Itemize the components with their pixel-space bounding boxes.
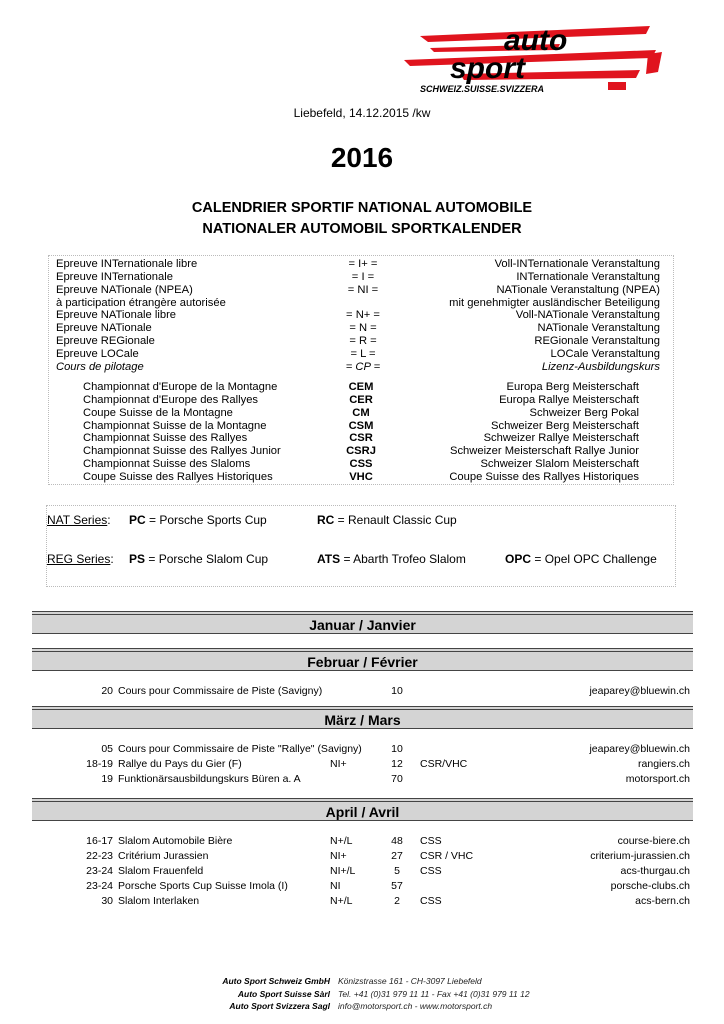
legend-type-fr: Epreuve LOCale <box>56 347 139 360</box>
event-date: 05 <box>101 743 113 755</box>
championship-de: Schweizer Meisterschaft Rallye Junior <box>449 445 639 458</box>
month-title: April / Avril <box>325 804 400 820</box>
event-category: NI+ <box>330 850 347 862</box>
series-entry <box>317 513 457 527</box>
series-code: ATS <box>317 552 341 566</box>
championship-code: CER <box>349 393 373 406</box>
championship-fr: Championnat Suisse de la Montagne <box>83 419 267 432</box>
month-header <box>32 706 693 728</box>
event-date: 19 <box>101 773 113 785</box>
footer-row <box>180 988 600 1001</box>
legend-type-de: INTernationale Veranstaltung <box>516 270 660 283</box>
legend-type-de: NATionale Veranstaltung <box>537 322 660 335</box>
event-category: NI+/L <box>330 865 356 877</box>
legend-type-de: Lizenz-Ausbildungskurs <box>541 360 660 373</box>
event-name: Slalom Interlaken <box>118 895 200 907</box>
event-number: 10 <box>391 743 403 755</box>
auto-sport-logo-graphic <box>400 22 666 96</box>
championship-fr: Championnat d'Europe de la Montagne <box>83 381 278 393</box>
event-row <box>32 849 693 864</box>
title-french: CALENDRIER SPORTIF NATIONAL AUTOMOBILE <box>191 200 533 216</box>
championship-de: Schweizer Slalom Meisterschaft <box>480 458 639 471</box>
championship-code: CM <box>352 406 370 419</box>
legend-championship-row <box>83 445 639 458</box>
auto-sport-logo <box>400 22 666 96</box>
event-category: NI+ <box>330 758 347 770</box>
footer-company: Auto Sport Suisse Sàrl <box>237 988 330 999</box>
legend-type-fr: Epreuve INTernationale <box>56 270 173 283</box>
series-desc: = Porsche Slalom Cup <box>145 552 269 566</box>
championship-code: CSR <box>349 432 373 445</box>
dateline: Liebefeld, 14.12.2015 /kw <box>293 106 431 120</box>
series-desc: = Porsche Sports Cup <box>145 513 267 527</box>
legend-type-row <box>56 322 660 335</box>
championship-de: Coupe Suisse des Rallyes Historiques <box>449 470 639 483</box>
legend-type-row <box>56 348 660 361</box>
legend-type-code: = NI = <box>347 283 379 296</box>
championship-fr: Championnat Suisse des Rallyes <box>83 432 248 445</box>
legend-box <box>48 255 674 485</box>
legend-type-de: NATionale Veranstaltung (NPEA) <box>496 283 660 296</box>
year-title: 2016 <box>330 142 394 173</box>
championship-de: Europa Rallye Meisterschaft <box>499 393 639 406</box>
legend-type-row <box>56 271 660 284</box>
legend-type-de: Voll-NATionale Veranstaltung <box>515 309 660 322</box>
event-contact-link[interactable]: course-biere.ch <box>617 835 690 847</box>
legend-type-fr: à participation étrangère autorisée <box>56 296 226 309</box>
legend-type-code: = L = <box>350 347 376 360</box>
event-name: Critérium Jurassien <box>118 850 209 862</box>
championship-fr: Coupe Suisse des Rallyes Historiques <box>83 470 273 483</box>
legend-type-code: = R = <box>349 335 377 348</box>
event-row <box>32 757 693 772</box>
event-category: N+/L <box>330 835 353 847</box>
event-championship: CSS <box>420 865 442 877</box>
event-contact-link[interactable]: acs-thurgau.ch <box>620 865 690 877</box>
logo-tagline: SCHWEIZ.SUISSE.SVIZZERA <box>420 84 545 94</box>
event-contact-link[interactable]: motorsport.ch <box>625 773 690 785</box>
championship-code: VHC <box>349 470 373 483</box>
footer-contact: info@motorsport.ch - www.motorsport.ch <box>338 1001 493 1011</box>
month-header <box>32 648 693 670</box>
legend-type-code: = I = <box>351 270 375 283</box>
event-row <box>32 684 693 699</box>
event-date: 23-24 <box>86 865 113 877</box>
series-desc: = Renault Classic Cup <box>334 513 457 527</box>
event-row <box>32 772 693 787</box>
event-name: Rallye du Pays du Gier (F) <box>118 758 242 770</box>
event-championship: CSR/VHC <box>420 758 468 770</box>
legend-type-de: Voll-INTernationale Veranstaltung <box>494 258 660 270</box>
footer-address: Könizstrasse 161 - CH-3097 Liebefeld <box>338 976 482 986</box>
event-number: 57 <box>391 880 403 892</box>
title-german: NATIONALER AUTOMOBIL SPORTKALENDER <box>202 221 522 237</box>
legend-type-code: = N = <box>349 322 377 335</box>
championship-de: Europa Berg Meisterschaft <box>506 381 639 393</box>
legend-type-row <box>56 284 660 297</box>
series-box <box>46 505 676 587</box>
series-entry <box>317 552 466 566</box>
championship-fr: Coupe Suisse de la Montagne <box>83 406 233 419</box>
month-title: März / Mars <box>324 712 401 728</box>
championship-de: Schweizer Berg Pokal <box>529 406 639 419</box>
legend-type-code: = I+ = <box>348 258 378 270</box>
legend-type-code: = N+ = <box>346 309 380 322</box>
event-date: 23-24 <box>86 880 113 892</box>
event-contact-link[interactable]: jeaparey@bluewin.ch <box>589 685 690 697</box>
event-category: NI <box>330 880 341 892</box>
championship-fr: Championnat Suisse des Slaloms <box>83 458 251 471</box>
event-name: Cours pour Commissaire de Piste "Rallye" (Savigny) <box>118 743 362 755</box>
series-code: OPC <box>505 552 532 566</box>
event-championship: CSR / VHC <box>420 850 474 862</box>
championship-code: CSM <box>348 419 374 432</box>
championship-code: CSRJ <box>346 445 376 458</box>
event-contact-link[interactable]: porsche-clubs.ch <box>610 880 690 892</box>
event-number: 27 <box>391 850 403 862</box>
championship-code: CEM <box>348 381 374 393</box>
event-number: 12 <box>391 758 403 770</box>
legend-type-fr: Epreuve INTernationale libre <box>56 258 198 270</box>
event-contact-link[interactable]: jeaparey@bluewin.ch <box>589 743 690 755</box>
legend-championship-row <box>83 407 639 420</box>
reg-series-label: REG Series <box>47 552 111 566</box>
reg-series-row: REG Series: <box>47 552 114 566</box>
event-row <box>32 894 693 909</box>
series-entry <box>129 513 267 527</box>
event-contact-link[interactable]: rangiers.ch <box>638 758 690 770</box>
series-entry <box>505 552 657 566</box>
legend-type-row <box>56 361 660 374</box>
legend-type-fr: Epreuve NATionale libre <box>56 309 177 322</box>
nat-series-row: NAT Series: <box>47 513 111 527</box>
legend-type-de: LOCale Veranstaltung <box>550 347 660 360</box>
event-number: 10 <box>391 685 403 697</box>
event-date: 22-23 <box>86 850 113 862</box>
series-entry <box>129 552 268 566</box>
series-code: PC <box>129 513 146 527</box>
month-title: Februar / Février <box>307 654 418 670</box>
nat-series-label: NAT Series <box>47 513 108 527</box>
series-code: PS <box>129 552 146 566</box>
event-date: 18-19 <box>86 758 113 770</box>
logo-word-sport: sport <box>450 52 525 85</box>
event-row <box>32 864 693 879</box>
legend-championship-row <box>83 471 639 484</box>
championship-fr: Championnat d'Europe des Rallyes <box>83 393 259 406</box>
championship-code: CSS <box>349 458 373 471</box>
event-championship: CSS <box>420 835 442 847</box>
championship-de: Schweizer Berg Meisterschaft <box>491 419 639 432</box>
event-name: Cours pour Commissaire de Piste (Savigny) <box>118 685 323 697</box>
event-date: 30 <box>101 895 113 907</box>
footer-row <box>180 975 600 988</box>
series-desc: = Abarth Trofeo Slalom <box>340 552 466 566</box>
event-championship: CSS <box>420 895 442 907</box>
footer <box>180 975 600 1013</box>
championship-de: Schweizer Rallye Meisterschaft <box>483 432 639 445</box>
event-name: Porsche Sports Cup Suisse Imola (I) <box>118 880 288 892</box>
month-title: Januar / Janvier <box>309 617 416 633</box>
legend-type-code: = CP = <box>345 360 381 373</box>
legend-championship-row <box>83 394 639 407</box>
legend-championship-row <box>83 458 639 471</box>
legend-type-row <box>56 297 660 310</box>
event-date: 16-17 <box>86 835 113 847</box>
series-desc: = Opel OPC Challenge <box>531 552 657 566</box>
event-name: Slalom Automobile Bière <box>118 835 233 847</box>
logo-word-auto: auto <box>504 24 568 57</box>
month-header <box>32 611 693 633</box>
legend-championship-row <box>83 432 639 445</box>
event-name: Funktionärsausbildungskurs Büren a. A <box>118 773 301 785</box>
event-number: 2 <box>394 895 400 907</box>
legend-type-fr: Cours de pilotage <box>56 360 144 373</box>
legend-type-row <box>56 335 660 348</box>
legend-type-fr: Epreuve NATionale (NPEA) <box>56 283 193 296</box>
legend-championship-row <box>83 381 639 394</box>
event-row <box>32 834 693 849</box>
event-contact-link[interactable]: acs-bern.ch <box>635 895 690 907</box>
event-number: 48 <box>391 835 403 847</box>
event-number: 70 <box>391 773 403 785</box>
event-row <box>32 879 693 894</box>
series-code: RC <box>317 513 335 527</box>
footer-company: Auto Sport Svizzera Sagl <box>229 1001 330 1011</box>
footer-phone: Tel. +41 (0)31 979 11 11 - Fax +41 (0)31 979 11 12 <box>338 988 530 999</box>
event-number: 5 <box>394 865 400 877</box>
legend-type-row <box>56 258 660 271</box>
legend-type-fr: Epreuve REGionale <box>56 335 155 348</box>
championship-fr: Championnat Suisse des Rallyes Junior <box>83 445 281 458</box>
legend-type-fr: Epreuve NATionale <box>56 322 152 335</box>
event-category: N+/L <box>330 895 353 907</box>
event-row <box>32 742 693 757</box>
month-header <box>32 798 693 820</box>
legend-type-de: REGionale Veranstaltung <box>534 335 660 348</box>
footer-row <box>180 1000 600 1013</box>
event-date: 20 <box>101 685 113 697</box>
event-contact-link[interactable]: criterium-jurassien.ch <box>590 850 690 862</box>
event-name: Slalom Frauenfeld <box>118 865 204 877</box>
footer-company: Auto Sport Schweiz GmbH <box>222 976 330 986</box>
legend-championship-row <box>83 420 639 433</box>
legend-type-de: mit genehmigter ausländischer Beteiligung <box>449 296 660 309</box>
legend-type-row <box>56 309 660 322</box>
